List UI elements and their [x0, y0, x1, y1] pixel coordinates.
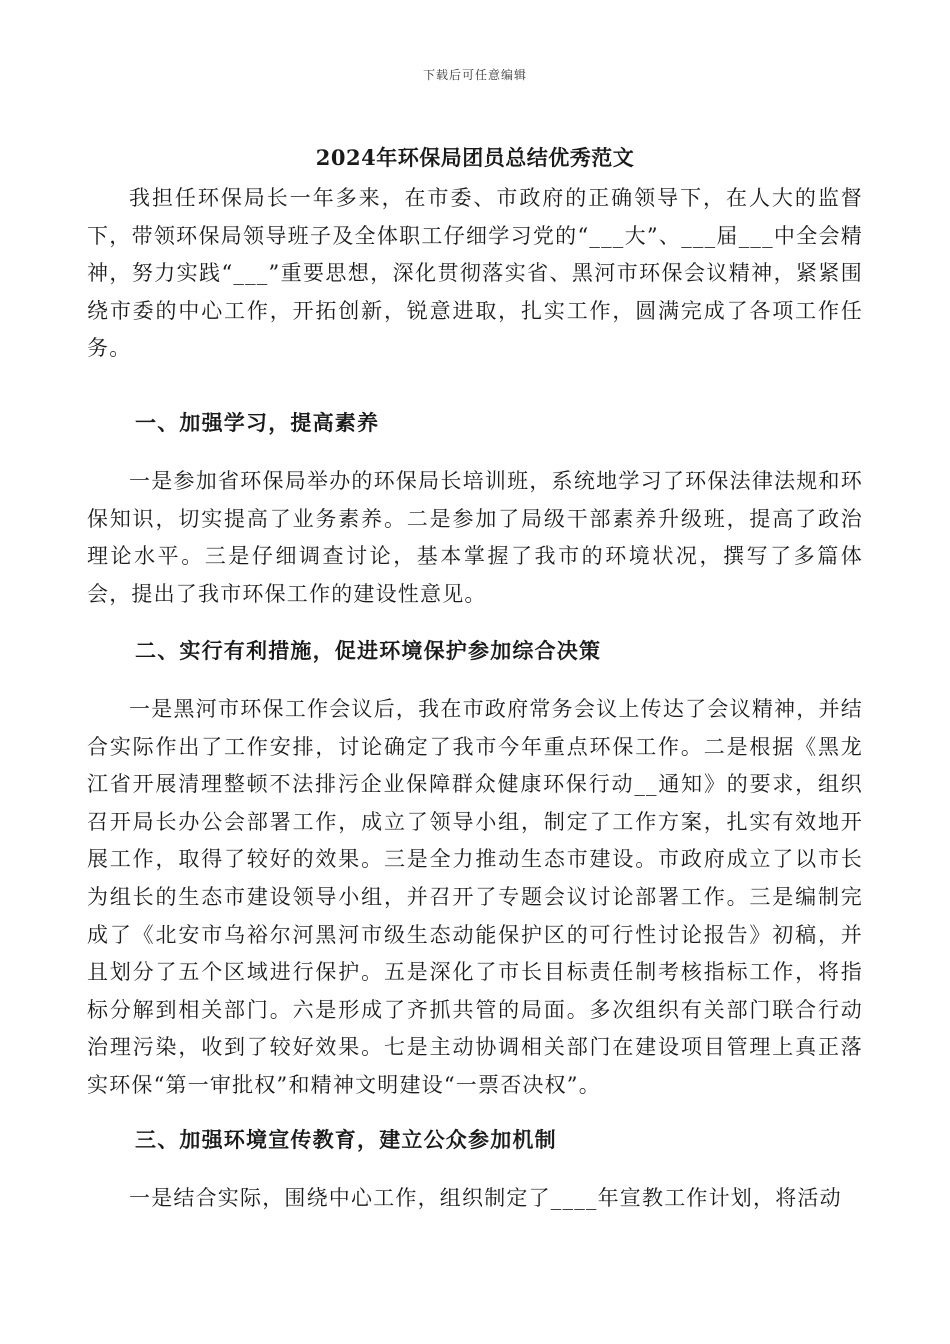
section-body-1: 一是参加省环保局举办的环保局长培训班，系统地学习了环保法律法规和环保知识，切实提高了业务素养。二是参加了局级干部素养升级班，提高了政治理论水平。三是仔细调查讨论，基本掌握了我市的环境状况，撰写了多篇体会，提出了我市环保工作的建设性意见。 — [87, 469, 863, 606]
section-body-2: 一是黑河市环保工作会议后，我在市政府常务会议上传达了会议精神，并结合实际作出了工作安排，讨论确定了我市今年重点环保工作。二是根据《黑龙江省开展清理整顿不法排污企业保障群众健康环保行动__通知》的要求，组织召开局长办公会部署工作，成立了领导小组，制定了工作方案，扎实有效地开展工作，取得了较好的效果。三是全力推动生态市建设。市政府成立了以市长为组长的生态市建设领导小组，并召开了专题会议讨论部署工作。三是编制完成了《北安市乌裕尔河黑河市级生态动能保护区的可行性讨论报告》初稿，并且划分了五个区域进行保护。五是深化了市长目标责任制考核指标工作，将指标分解到相关部门。六是形成了齐抓共管的局面。多次组织有关部门联合行动治理污染，收到了较好效果。七是主动协调相关部门在建设项目管理上真正落实环保“第一审批权”和精神文明建设“一票否决权”。 — [87, 697, 863, 1097]
header-note: 下载后可任意编辑 — [422, 68, 527, 82]
intro-paragraph: 我担任环保局长一年多来，在市委、市政府的正确领导下，在人大的监督下，带领环保局领导班子及全体职工仔细学习党的“___大”、___届___中全会精神，努力实践“___”重要思想，深化贯彻落实省、黑河市环保会议精神，紧紧围绕市委的中心工作，开拓创新，锐意进取，扎实工作，圆满完成了各项工作任务。 — [87, 186, 863, 361]
section-heading-2: 二、实行有利措施，促进环境保护参加综合决策 — [135, 638, 602, 663]
section-heading-1: 一、加强学习，提高素养 — [135, 410, 380, 435]
section-heading-3: 三、加强环境宣传教育，建立公众参加机制 — [135, 1127, 557, 1152]
section-body-3: 一是结合实际，围绕中心工作，组织制定了____年宣教工作计划，将活动 — [129, 1186, 842, 1210]
document-title: 2024年环保局团员总结优秀范文 — [315, 145, 635, 170]
